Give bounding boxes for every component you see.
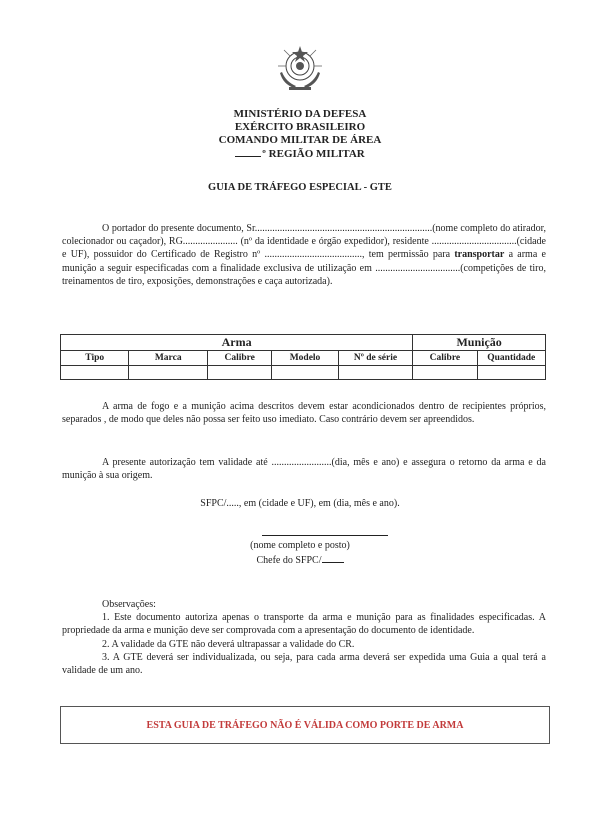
table-header: Modelo [272, 351, 338, 366]
table-group-arma: Arma [61, 335, 413, 351]
sfpc-place-date: SFPC/....., em (cidade e UF), em (dia, mês e ano). [200, 498, 400, 509]
signature-chief-text: Chefe do SFPC/ [256, 555, 322, 566]
observation-item [62, 611, 546, 637]
observations-section [62, 598, 546, 677]
table-header: Calibre [208, 351, 272, 366]
ministry-name: MINISTÉRIO DA DEFESA [233, 108, 367, 120]
table-header: Nº de série [338, 351, 413, 366]
bearer-text-end: a arma e munição a seguir especificadas com a finalidade exclusiva de utilização em ..................................(competições de tiro, treinamentos de tiro, exposições, demonstrações e caça autorizada). [62, 249, 546, 287]
table-header: Calibre [413, 351, 477, 366]
table-cell[interactable] [208, 366, 272, 380]
weapon-ammunition-table [60, 334, 546, 380]
military-region-text: º REGIÃO MILITAR [262, 148, 365, 160]
military-region [0, 147, 600, 161]
army-name: EXÉRCITO BRASILEIRO [234, 121, 366, 133]
coat-of-arms-emblem [274, 42, 326, 94]
signature-name-rank: (nome completo e posto) [250, 540, 350, 551]
observations-title [62, 598, 546, 611]
validity-text: A presente autorização tem validade até ........................(dia, mês e ano) e assegura o retorno da arma e da munição à sua origem. [62, 457, 546, 482]
table-row [61, 366, 546, 380]
signature-chief [0, 553, 600, 566]
signature-line [262, 535, 388, 536]
region-number-blank [235, 147, 261, 157]
observation-text: 3. A GTE deverá ser individualizada, ou seja, para cada arma deverá ser expedida uma Guia a qual terá a validade de um ano. [62, 651, 546, 677]
table-group-municao: Munição [413, 335, 546, 351]
validity-paragraph [62, 456, 546, 482]
storage-text: A arma de fogo e a munição acima descritos devem estar acondicionados dentro de recipientes próprios, separados , de modo que deles não possa ser feito uso imediato. Caso contrário devem ser apreendidos. [62, 401, 546, 426]
bearer-text-start: O portador do presente documento, Sr.......................................................................(nome completo do atirador, colecionador ou caçador), RG...................... (nº da identidade e órgão expedidor), residente ..................................(cidade e UF), possuidor do Certificado de Registro nº ......................................., tem permissão para [62, 223, 546, 261]
table-header: Quantidade [477, 351, 545, 366]
warning-text: ESTA GUIA DE TRÁFEGO NÃO É VÁLIDA COMO PORTE DE ARMA [146, 719, 464, 731]
sfpc-number-blank [322, 553, 344, 563]
table-header: Tipo [61, 351, 129, 366]
table-cell[interactable] [477, 366, 545, 380]
observation-item [62, 651, 546, 677]
bearer-text-bold: transportar [454, 249, 505, 261]
observation-text: 2. A validade da GTE não deverá ultrapassar a validade do CR. [102, 638, 355, 650]
command-name: COMANDO MILITAR DE ÁREA [218, 134, 382, 146]
document-header [0, 108, 600, 161]
storage-paragraph [62, 400, 546, 426]
bearer-paragraph [62, 222, 546, 288]
observations-title-text: Observações: [102, 599, 156, 610]
table-cell[interactable] [61, 366, 129, 380]
observation-item [62, 638, 546, 651]
table-cell[interactable] [272, 366, 338, 380]
table-cell[interactable] [129, 366, 208, 380]
table-cell[interactable] [413, 366, 477, 380]
table-header: Marca [129, 351, 208, 366]
warning-box [60, 706, 550, 744]
observation-text: 1. Este documento autoriza apenas o transporte da arma e munição para as finalidades especificadas. A propriedade da arma e munição deve ser comprovada com a apresentação do documento de identidade. [62, 612, 546, 637]
form-title: GUIA DE TRÁFEGO ESPECIAL - GTE [208, 182, 392, 193]
table-cell[interactable] [338, 366, 413, 380]
